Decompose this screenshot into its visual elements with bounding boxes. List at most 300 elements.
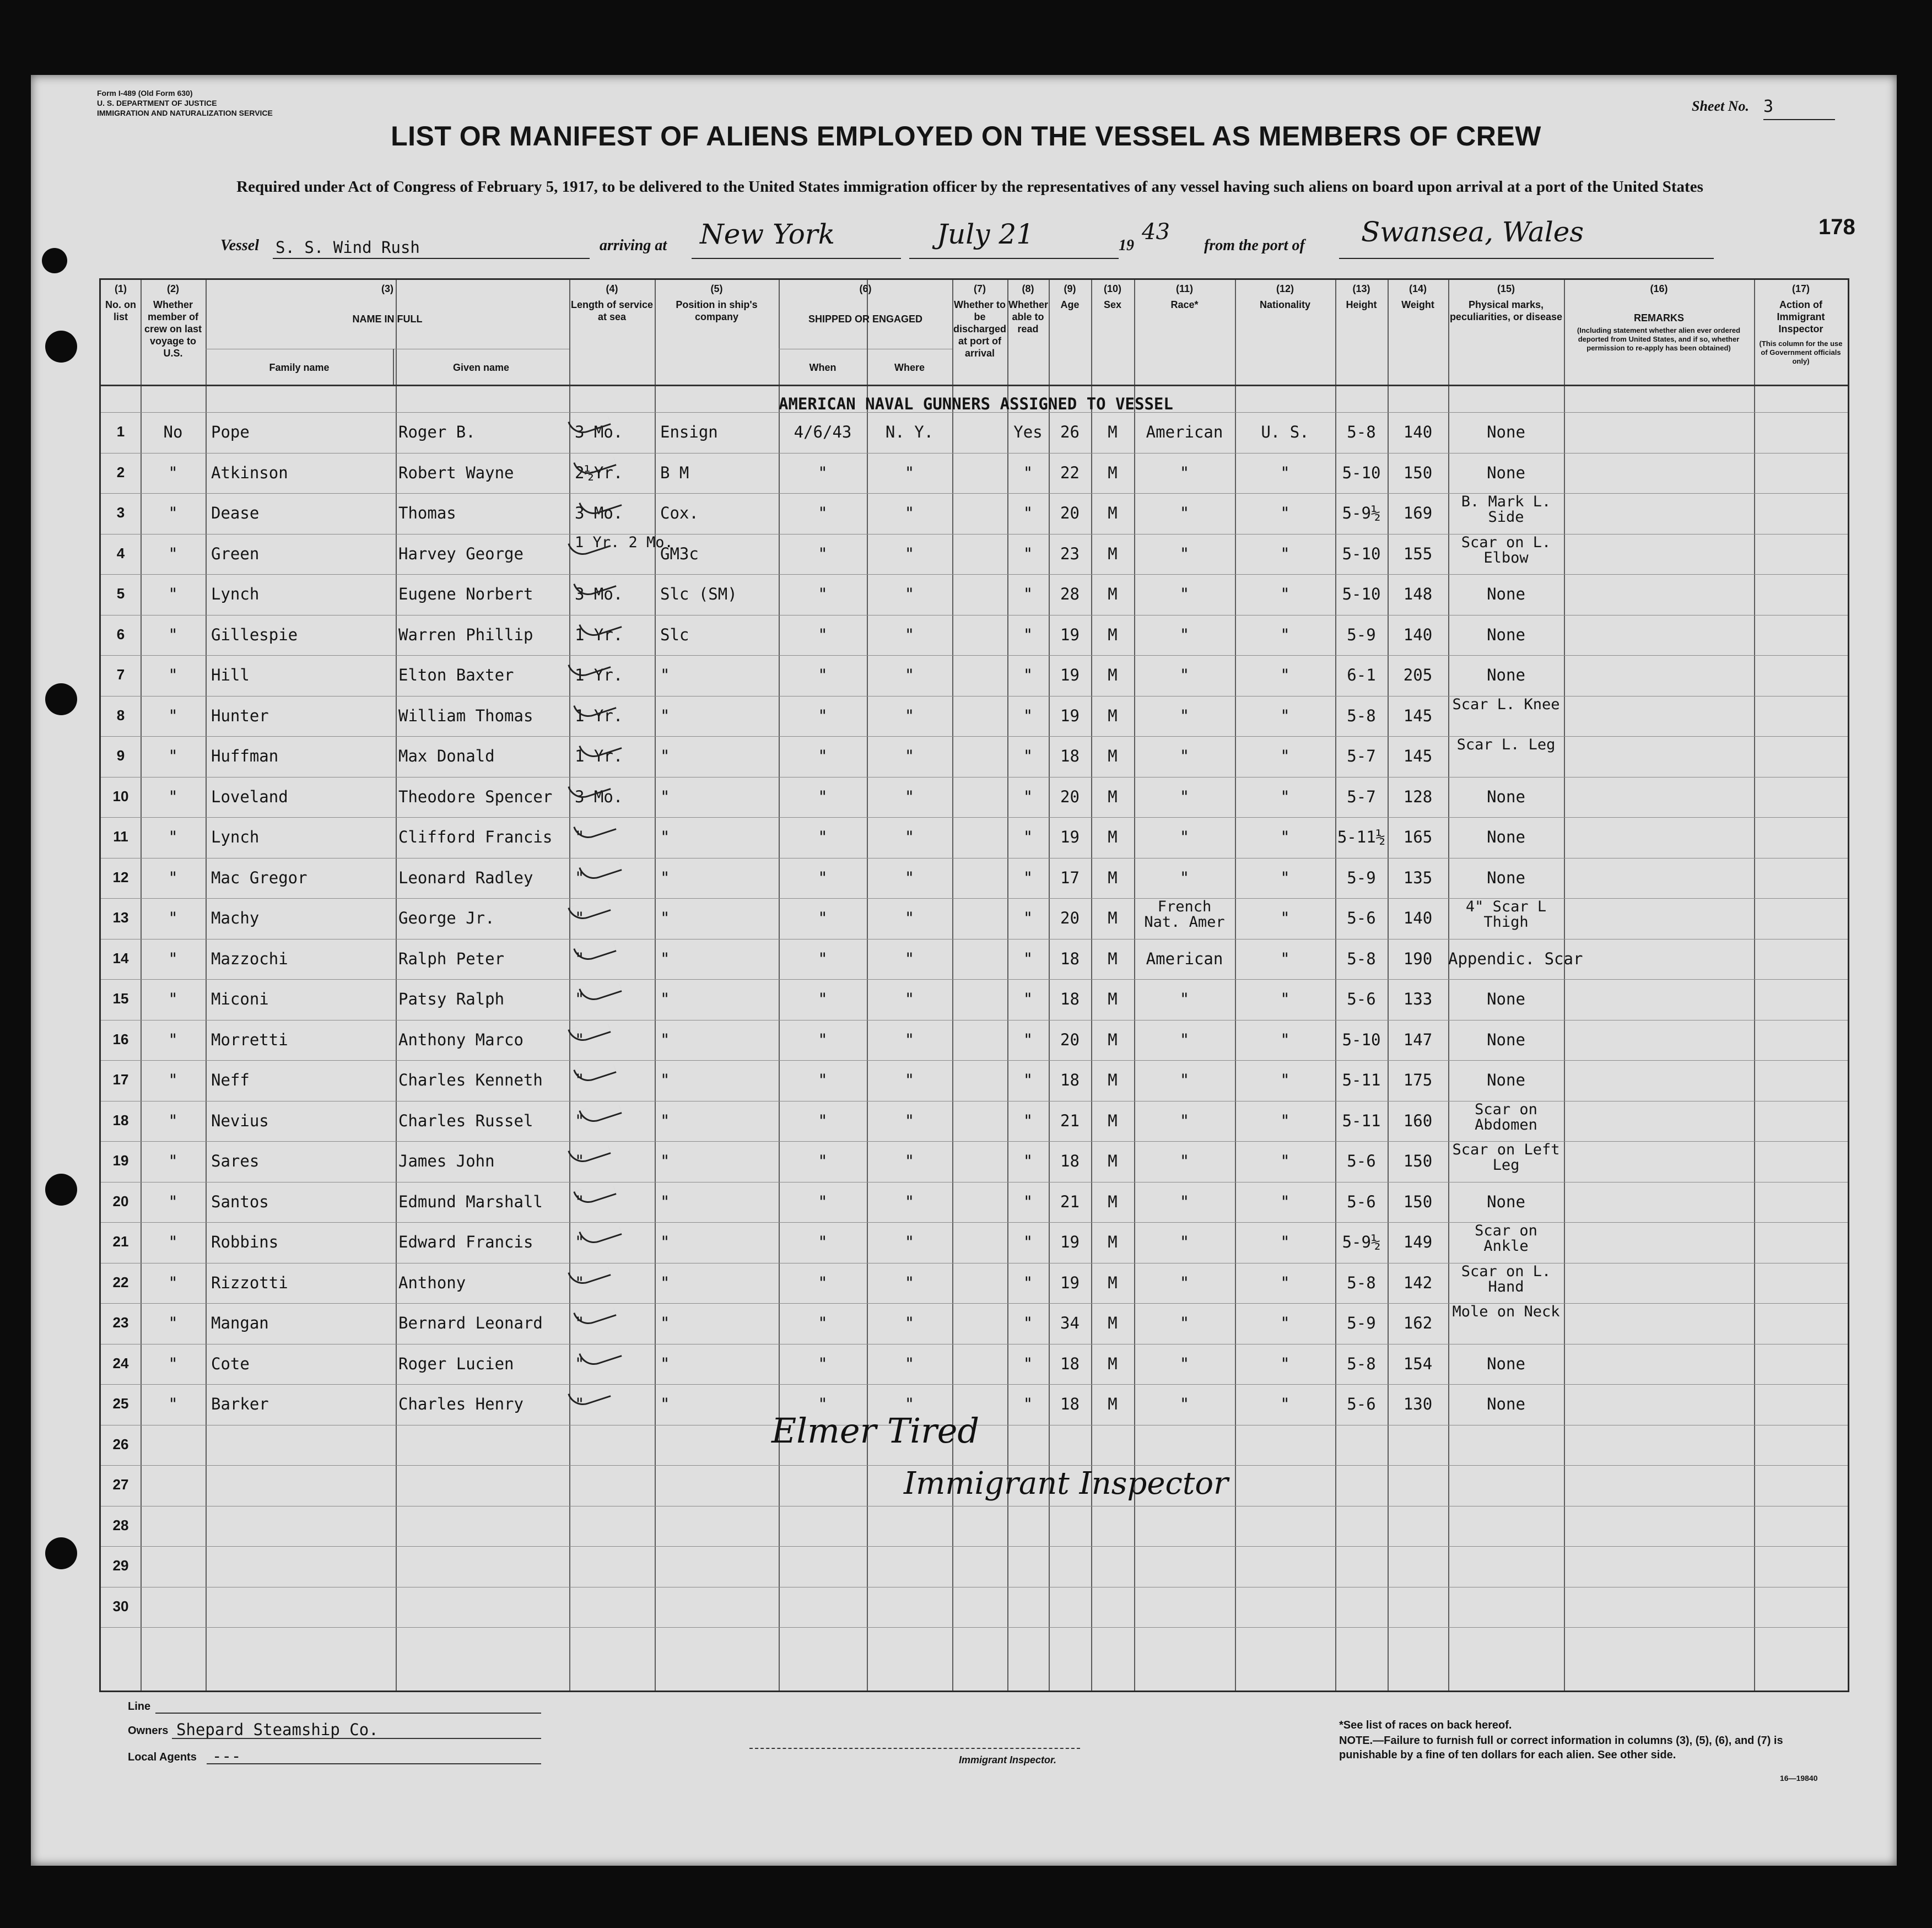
cell-marks: None	[1487, 1071, 1525, 1089]
row-number: 29	[112, 1557, 129, 1574]
cell-given: Roger B.	[398, 423, 476, 441]
cell-given: George Jr.	[398, 909, 495, 927]
column-rule	[1235, 280, 1236, 1691]
arriving-port: New York	[700, 218, 835, 250]
service-name: IMMIGRATION AND NATURALIZATION SERVICE	[97, 109, 273, 117]
cell-age: 18	[1060, 747, 1080, 765]
cell-prev: "	[168, 1354, 178, 1373]
cell-height: 5-6	[1347, 1395, 1376, 1413]
cell-height: 5-9	[1347, 868, 1376, 887]
cell-when: "	[818, 1152, 828, 1170]
header-column-number: (17)	[1791, 283, 1810, 294]
cell-height: 5-10	[1342, 1030, 1381, 1049]
cell-race: "	[1179, 828, 1190, 846]
cell-nat: "	[1280, 1071, 1290, 1089]
row-number: 25	[112, 1395, 129, 1412]
cell-weight: 128	[1403, 787, 1433, 806]
header-column-number: (1)	[115, 283, 127, 294]
row-number: 13	[112, 909, 129, 926]
cell-given: Charles Kenneth	[398, 1071, 543, 1089]
cell-position: "	[660, 949, 670, 968]
header-remarks-note: (Including statement whether alien ever ordered deported from United States, and if so, whether permission to re-apply has been obtained)	[1577, 326, 1741, 352]
cell-read: "	[1023, 1395, 1033, 1413]
cell-marks: None	[1487, 423, 1525, 441]
cell-service: 1 Yr. 2 Mo.	[575, 533, 673, 551]
local-agents-field	[207, 1763, 541, 1764]
cell-race: American	[1146, 949, 1223, 968]
cell-nat: "	[1280, 666, 1290, 684]
cell-read: "	[1023, 990, 1033, 1008]
cell-where: "	[904, 544, 915, 563]
cell-weight: 142	[1403, 1273, 1433, 1292]
cell-position: "	[660, 1395, 670, 1413]
cell-service: "	[575, 1192, 585, 1211]
cell-read: "	[1023, 1354, 1033, 1373]
cell-position: "	[660, 1030, 670, 1049]
cell-height: 5-6	[1347, 1192, 1376, 1211]
cell-race: "	[1179, 1395, 1190, 1413]
cell-family: Hill	[211, 666, 250, 684]
cell-nat: "	[1280, 1030, 1290, 1049]
header-column-number: (3)	[381, 283, 393, 294]
cell-age: 18	[1060, 1152, 1080, 1170]
cell-prev: "	[168, 625, 178, 644]
cell-when: "	[818, 787, 828, 806]
cell-nat: "	[1280, 1273, 1290, 1292]
cell-height: 5-8	[1347, 1354, 1376, 1373]
cell-sex: M	[1108, 625, 1118, 644]
cell-race: "	[1179, 1354, 1190, 1373]
cell-position: "	[660, 1152, 670, 1170]
header-column-label: REMARKS	[1633, 312, 1684, 323]
form-subtitle: Required under Act of Congress of February 5, 1917, to be delivered to the United States immigration officer by the representatives of any vessel having such aliens on board upon arrival at a port of the United States	[236, 178, 1703, 196]
cell-where: "	[904, 666, 915, 684]
cell-where: "	[904, 868, 915, 887]
penalty-note: NOTE.—Failure to furnish full or correct information in columns (3), (5), (6), and (7) is punishable by a fine of ten dollars for each alien. See other side.	[1339, 1735, 1783, 1761]
cell-sex: M	[1108, 544, 1118, 563]
cell-height: 5-7	[1347, 787, 1376, 806]
cell-when: "	[818, 706, 828, 725]
cell-prev: "	[168, 585, 178, 603]
inspector-line	[749, 1748, 1080, 1749]
cell-when: "	[818, 1395, 828, 1413]
cell-weight: 150	[1403, 463, 1433, 482]
cell-when: "	[818, 544, 828, 563]
cell-weight: 130	[1403, 1395, 1433, 1413]
cell-family: Lynch	[211, 828, 260, 846]
row-rule	[101, 817, 1848, 818]
cell-race: "	[1179, 504, 1190, 522]
row-number: 8	[116, 706, 125, 723]
row-number: 19	[112, 1152, 129, 1169]
cell-sex: M	[1108, 1273, 1118, 1292]
cell-family: Cote	[211, 1354, 250, 1373]
cell-nat: "	[1280, 1111, 1290, 1130]
cell-marks: Mole on Neck	[1452, 1303, 1560, 1320]
header-column-label: NAME IN FULL	[352, 314, 423, 325]
cell-given: William Thomas	[398, 706, 533, 725]
header-column-label: Position in ship's company	[676, 299, 758, 322]
column-rule	[655, 280, 656, 1691]
owners-field	[172, 1738, 541, 1739]
cell-position: "	[660, 909, 670, 927]
cell-service: 2½Yr.	[575, 463, 623, 482]
cell-sex: M	[1108, 787, 1118, 806]
header-column-label: Physical marks, peculiarities, or disease	[1449, 299, 1563, 322]
line-label: Line	[128, 1700, 151, 1713]
cell-service: "	[575, 909, 585, 927]
row-rule	[101, 736, 1848, 737]
cell-height: 5-10	[1342, 463, 1381, 482]
cell-race: "	[1179, 585, 1190, 603]
cell-read: "	[1023, 625, 1033, 644]
cell-service: "	[575, 1314, 585, 1332]
cell-given: Robert Wayne	[398, 463, 514, 482]
cell-prev: "	[168, 1314, 178, 1332]
cell-weight: 149	[1403, 1233, 1433, 1251]
cell-age: 19	[1060, 828, 1080, 846]
cell-when: "	[818, 666, 828, 684]
cell-prev: "	[168, 706, 178, 725]
header-column-label: Age	[1060, 299, 1080, 310]
cell-where: "	[904, 1233, 915, 1251]
sheet-number-line	[1763, 119, 1835, 120]
cell-marks: None	[1487, 585, 1525, 603]
cell-where: "	[904, 787, 915, 806]
cell-marks: None	[1487, 1354, 1525, 1373]
row-rule	[101, 1546, 1848, 1547]
cell-sex: M	[1108, 1395, 1118, 1413]
cell-position: "	[660, 706, 670, 725]
header-family-name: Family name	[269, 362, 330, 373]
cell-given: Edmund Marshall	[398, 1192, 543, 1211]
cell-height: 5-8	[1347, 423, 1376, 441]
cell-weight: 165	[1403, 828, 1433, 846]
cell-where: "	[904, 463, 915, 482]
cell-service: "	[575, 949, 585, 968]
cell-sex: M	[1108, 1152, 1118, 1170]
cell-age: 19	[1060, 706, 1080, 725]
cell-where: "	[904, 1395, 915, 1413]
date-line	[909, 258, 1119, 259]
cell-nat: "	[1280, 1233, 1290, 1251]
row-rule	[101, 898, 1848, 899]
cell-nat: U. S.	[1261, 423, 1309, 441]
cell-when: "	[818, 1273, 828, 1292]
cell-marks: None	[1487, 1030, 1525, 1049]
header-column-label: Sex	[1103, 299, 1122, 310]
cell-prev: "	[168, 463, 178, 482]
cell-where: "	[904, 990, 915, 1008]
cell-weight: 148	[1403, 585, 1433, 603]
cell-height: 5-6	[1347, 990, 1376, 1008]
row-number: 16	[112, 1030, 129, 1047]
cell-height: 5-11	[1342, 1071, 1381, 1089]
cell-nat: "	[1280, 585, 1290, 603]
cell-age: 28	[1060, 585, 1080, 603]
cell-prev: "	[168, 990, 178, 1008]
cell-when: "	[818, 828, 828, 846]
cell-prev: "	[168, 909, 178, 927]
cell-family: Santos	[211, 1192, 269, 1211]
cell-family: Mangan	[211, 1314, 269, 1332]
column-rule	[779, 280, 780, 1691]
cell-read: "	[1023, 544, 1033, 563]
cell-family: Rizzotti	[211, 1273, 288, 1292]
cell-where: "	[904, 1314, 915, 1332]
row-rule	[101, 979, 1848, 980]
cell-nat: "	[1280, 1314, 1290, 1332]
row-number: 28	[112, 1516, 129, 1533]
cell-weight: 150	[1403, 1152, 1433, 1170]
cell-where: "	[904, 1030, 915, 1049]
cell-race: "	[1179, 868, 1190, 887]
cell-weight: 160	[1403, 1111, 1433, 1130]
cell-height: 5-8	[1347, 706, 1376, 725]
row-rule	[101, 493, 1848, 494]
row-number: 11	[113, 828, 128, 845]
binder-hole	[45, 683, 77, 715]
cell-nat: "	[1280, 949, 1290, 968]
owners-label: Owners	[128, 1725, 169, 1737]
row-number: 7	[116, 666, 125, 683]
header-column-number: (2)	[167, 283, 179, 294]
cell-family: Loveland	[211, 787, 288, 806]
cell-service: "	[575, 1354, 585, 1373]
cell-position: "	[660, 1192, 670, 1211]
cell-given: Patsy Ralph	[398, 990, 505, 1008]
cell-weight: 155	[1403, 544, 1433, 563]
row-number: 14	[112, 949, 129, 966]
cell-prev: "	[168, 1233, 178, 1251]
cell-age: 17	[1060, 868, 1080, 887]
column-rule	[1564, 280, 1565, 1691]
cell-read: "	[1023, 1030, 1033, 1049]
cell-read: "	[1023, 706, 1033, 725]
cell-family: Gillespie	[211, 625, 298, 644]
cell-weight: 147	[1403, 1030, 1433, 1049]
row-number: 24	[112, 1354, 129, 1371]
row-number: 4	[116, 544, 125, 561]
cell-age: 21	[1060, 1111, 1080, 1130]
cell-race: "	[1179, 706, 1190, 725]
cell-position: B M	[660, 463, 689, 482]
cell-marks: None	[1487, 1192, 1525, 1211]
arrival-date: July 21	[937, 218, 1034, 250]
cell-given: Charles Henry	[398, 1395, 524, 1413]
cell-where: N. Y.	[885, 423, 934, 441]
print-code: 16—19840	[1780, 1774, 1818, 1783]
cell-position: "	[660, 1233, 670, 1251]
cell-prev: "	[168, 504, 178, 522]
cell-position: Slc	[660, 625, 689, 644]
cell-nat: "	[1280, 706, 1290, 725]
cell-height: 5-11	[1342, 1111, 1381, 1130]
cell-read: "	[1023, 949, 1033, 968]
row-rule	[101, 1303, 1848, 1304]
cell-sex: M	[1108, 1071, 1118, 1089]
check-mark	[579, 1098, 622, 1126]
page-number: 178	[1818, 215, 1855, 239]
cell-where: "	[904, 828, 915, 846]
row-rule	[101, 655, 1848, 656]
cell-position: Ensign	[660, 423, 718, 441]
cell-when: "	[818, 1192, 828, 1211]
header-when: When	[809, 362, 837, 373]
cell-given: Roger Lucien	[398, 1354, 514, 1373]
row-number: 10	[112, 787, 129, 804]
binder-hole	[45, 1537, 77, 1569]
cell-given: Bernard Leonard	[398, 1314, 543, 1332]
header-column-label: Race*	[1170, 299, 1199, 310]
row-number: 23	[112, 1314, 129, 1331]
header-column-number: (11)	[1175, 283, 1194, 294]
cell-race: "	[1179, 1111, 1190, 1130]
row-rule	[101, 412, 1848, 413]
cell-race: "	[1179, 463, 1190, 482]
cell-prev: "	[168, 1273, 178, 1292]
cell-given: Elton Baxter	[398, 666, 514, 684]
cell-race: "	[1179, 666, 1190, 684]
cell-marks: None	[1487, 990, 1525, 1008]
cell-age: 20	[1060, 909, 1080, 927]
header-column-number: (5)	[710, 283, 723, 294]
cell-weight: 145	[1403, 706, 1433, 725]
cell-position: "	[660, 1354, 670, 1373]
cell-age: 18	[1060, 1395, 1080, 1413]
cell-age: 22	[1060, 463, 1080, 482]
cell-nat: "	[1280, 625, 1290, 644]
check-mark	[579, 1219, 622, 1247]
cell-prev: "	[168, 1395, 178, 1413]
row-rule	[101, 1222, 1848, 1223]
cell-when: "	[818, 1314, 828, 1332]
cell-service: 3 Mo.	[575, 423, 623, 441]
cell-read: "	[1023, 868, 1033, 887]
cell-height: 5-9	[1347, 625, 1376, 644]
cell-marks: Scar L. Leg	[1456, 736, 1556, 753]
row-number: 18	[112, 1111, 129, 1128]
cell-nat: "	[1280, 504, 1290, 522]
cell-family: Barker	[211, 1395, 269, 1413]
cell-sex: M	[1108, 868, 1118, 887]
cell-given: Charles Russel	[398, 1111, 533, 1130]
cell-family: Hunter	[211, 706, 269, 725]
cell-age: 20	[1060, 504, 1080, 522]
cell-sex: M	[1108, 706, 1118, 725]
cell-nat: "	[1280, 1395, 1290, 1413]
cell-height: 6-1	[1347, 666, 1376, 684]
cell-weight: 162	[1403, 1314, 1433, 1332]
binder-hole	[45, 1174, 77, 1206]
year-suffix: 43	[1142, 219, 1170, 245]
cell-family: Mazzochi	[211, 949, 288, 968]
cell-age: 23	[1060, 544, 1080, 563]
cell-family: Neff	[211, 1071, 250, 1089]
sheet-number: 3	[1763, 97, 1774, 116]
header-column-label: No. on list	[105, 299, 136, 322]
cell-read: "	[1023, 1071, 1033, 1089]
cell-read: Yes	[1013, 423, 1043, 441]
cell-where: "	[904, 504, 915, 522]
cell-race: French Nat. Amer	[1144, 898, 1225, 931]
cell-marks: Scar on Ankle	[1475, 1222, 1537, 1255]
cell-prev: "	[168, 666, 178, 684]
cell-service: 1 Yr.	[575, 666, 623, 684]
cell-age: 21	[1060, 1192, 1080, 1211]
cell-age: 20	[1060, 787, 1080, 806]
header-column-label: Weight	[1401, 299, 1434, 310]
cell-weight: 154	[1403, 1354, 1433, 1373]
cell-family: Miconi	[211, 990, 269, 1008]
header-column-number: (10)	[1103, 283, 1121, 294]
cell-sex: M	[1108, 1354, 1118, 1373]
column-rule	[1388, 280, 1389, 1691]
cell-family: Mac Gregor	[211, 868, 307, 887]
row-number: 9	[116, 747, 125, 764]
cell-family: Pope	[211, 423, 250, 441]
header-column-label: Height	[1346, 299, 1377, 310]
cell-height: 5-8	[1347, 949, 1376, 968]
cell-nat: "	[1280, 828, 1290, 846]
cell-marks: None	[1487, 828, 1525, 846]
cell-position: "	[660, 1071, 670, 1089]
cell-given: Warren Phillip	[398, 625, 533, 644]
cell-marks: B. Mark L. Side	[1461, 493, 1551, 526]
header-column-label: Action of Immigrant Inspector	[1777, 299, 1825, 334]
cell-sex: M	[1108, 585, 1118, 603]
cell-when: "	[818, 1111, 828, 1130]
cell-nat: "	[1280, 909, 1290, 927]
cell-marks: Scar L. Knee	[1452, 695, 1560, 713]
row-number: 30	[112, 1597, 129, 1614]
form-identifier	[97, 88, 273, 118]
cell-nat: "	[1280, 1192, 1290, 1211]
row-number: 27	[112, 1476, 129, 1493]
row-rule	[101, 1384, 1848, 1385]
cell-nat: "	[1280, 990, 1290, 1008]
cell-given: James John	[398, 1152, 495, 1170]
cell-weight: 169	[1403, 504, 1433, 522]
cell-position: "	[660, 666, 670, 684]
cell-read: "	[1023, 1314, 1033, 1332]
cell-service: "	[575, 1111, 585, 1130]
cell-when: "	[818, 1233, 828, 1251]
cell-marks: None	[1487, 868, 1525, 887]
cell-sex: M	[1108, 828, 1118, 846]
cell-when: "	[818, 990, 828, 1008]
form-title: LIST OR MANIFEST OF ALIENS EMPLOYED ON THE VESSEL AS MEMBERS OF CREW	[391, 121, 1541, 152]
cell-service: "	[575, 1030, 585, 1049]
cell-prev: "	[168, 868, 178, 887]
header-action-note: (This column for the use of Government officials only)	[1759, 339, 1843, 365]
row-number: 1	[116, 423, 125, 440]
check-mark	[579, 976, 622, 1004]
cell-prev: No	[163, 423, 183, 441]
cell-family: Atkinson	[211, 463, 288, 482]
cell-height: 5-9½	[1342, 1233, 1381, 1251]
cell-given: Thomas	[398, 504, 456, 522]
cell-sex: M	[1108, 463, 1118, 482]
cell-read: "	[1023, 666, 1033, 684]
cell-where: "	[904, 949, 915, 968]
form-number: Form I-489 (Old Form 630)	[97, 89, 193, 98]
cell-prev: "	[168, 1152, 178, 1170]
cell-marks: Scar on L. Hand	[1461, 1262, 1551, 1295]
cell-sex: M	[1108, 1314, 1118, 1332]
row-number: 20	[112, 1192, 129, 1209]
column-rule	[141, 280, 142, 1691]
